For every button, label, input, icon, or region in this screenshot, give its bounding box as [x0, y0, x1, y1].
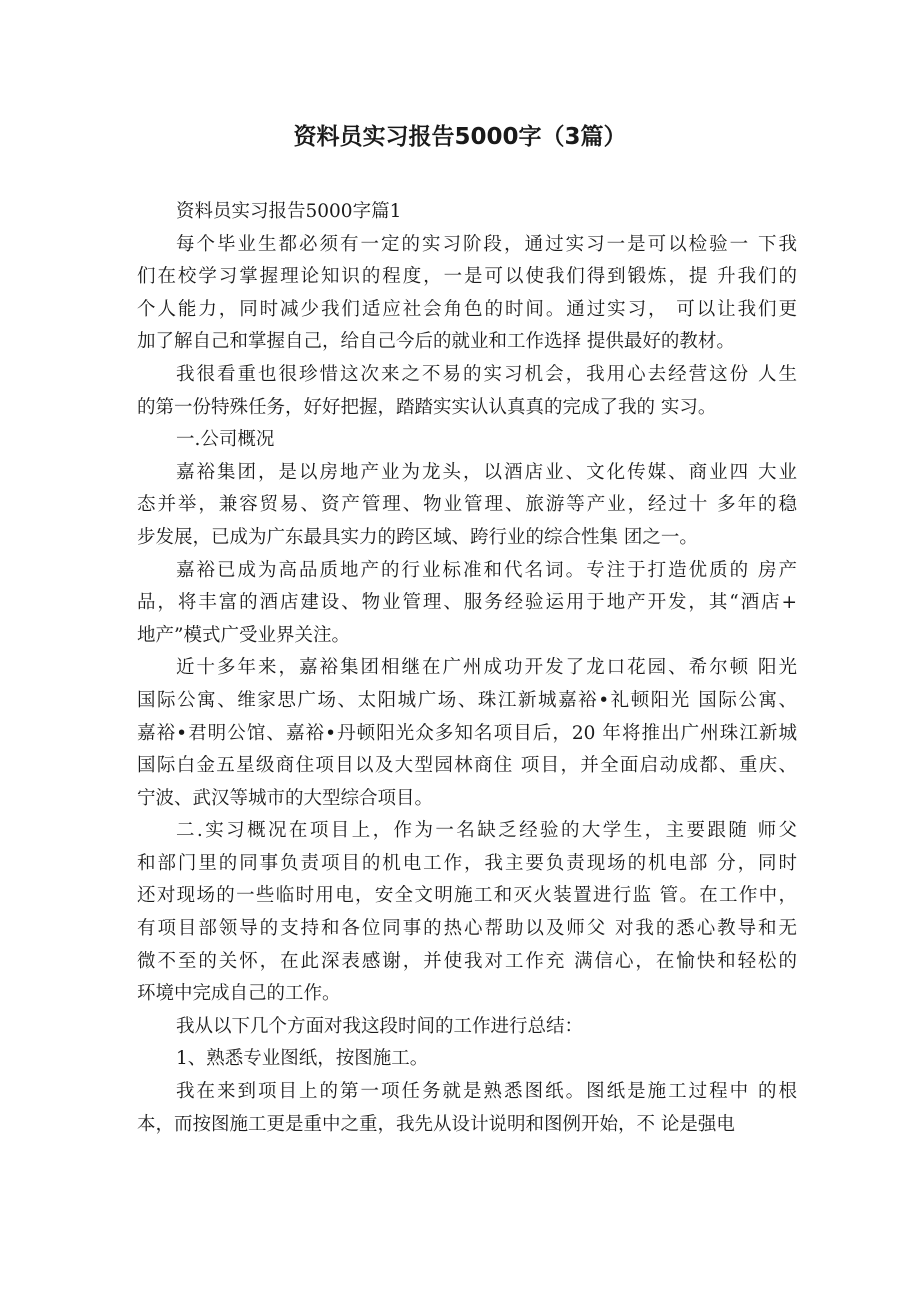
- paragraph: [137, 196, 797, 229]
- paragraph: [137, 229, 797, 359]
- text-line: 国际白金五星级商住项目以及大型园林商住 项目，并全面启动成都、重庆、: [137, 755, 797, 777]
- text-line: 有项目部领导的支持和各位同事的热心帮助以及师父 对我的悉心教导和无: [137, 918, 797, 940]
- text-line: 态并举，兼容贸易、资产管理、物业管理、旅游等产业，经过十 多年的稳: [137, 494, 797, 516]
- paragraph: [137, 652, 797, 815]
- paragraph: [137, 815, 797, 1011]
- text-line: 嘉裕•君明公馆、嘉裕•丹顿阳光众多知名项目后，20 年将推出广州珠江新城: [137, 722, 797, 744]
- document-body: [137, 196, 797, 1141]
- paragraph: [137, 457, 797, 555]
- text-line: 资料员实习报告5000字篇1: [176, 201, 402, 222]
- text-line: 嘉裕集团，是以房地产业为龙头，以酒店业、文化传媒、商业四 大业: [176, 461, 797, 483]
- paragraph: [137, 1043, 797, 1076]
- text-line: 微不至的关怀，在此深表感谢，并使我对工作充 满信心，在愉快和轻松的: [137, 950, 797, 972]
- paragraph: [137, 359, 797, 424]
- text-line: 步发展，已成为广东最具实力的跨区域、跨行业的综合性集 团之一。: [137, 526, 698, 548]
- text-line: 的第一份特殊任务，好好把握，踏踏实实认认真真的完成了我的 实习。: [137, 396, 717, 418]
- text-line: 嘉裕已成为高品质地产的行业标准和代名词。专注于打造优质的 房产: [176, 559, 797, 581]
- text-line: 环境中完成自己的工作。: [137, 983, 341, 1005]
- text-line: 近十多年来，嘉裕集团相继在广州成功开发了龙口花园、希尔顿 阳光: [176, 657, 797, 679]
- paragraph: [137, 1011, 797, 1044]
- text-line: 一.公司概况: [176, 429, 275, 451]
- text-line: 我很看重也很珍惜这次来之不易的实习机会，我用心去经营这份 人生: [176, 363, 797, 385]
- text-line: 二.实习概况在项目上，作为一名缺乏经验的大学生，主要跟随 师父: [176, 820, 797, 842]
- text-line: 本，而按图施工更是重中之重，我先从设计说明和图例开始，不 论是强电: [137, 1113, 735, 1135]
- text-line: 我从以下几个方面对我这段时间的工作进行总结：: [176, 1015, 584, 1037]
- paragraph: [137, 1076, 797, 1141]
- text-line: 我在来到项目上的第一项任务就是熟悉图纸。图纸是施工过程中 的根: [176, 1081, 797, 1103]
- text-line: 1、熟悉专业图纸，按图施工。: [176, 1048, 429, 1070]
- text-line: 加了解自己和掌握自己，给自己今后的就业和工作选择 提供最好的教材。: [137, 331, 735, 353]
- paragraph: [137, 555, 797, 653]
- text-line: 宁波、武汉等城市的大型综合项目。: [137, 787, 434, 809]
- text-line: 国际公寓、维家思广场、太阳城广场、珠江新城嘉裕•礼顿阳光 国际公寓、: [137, 689, 797, 711]
- text-line: 们在校学习掌握理论知识的程度，一是可以使我们得到锻炼，提 升我们的: [137, 266, 797, 288]
- text-line: 每个毕业生都必须有一定的实习阶段，通过实习一是可以检验一 下我: [176, 233, 797, 255]
- text-line: 地产”模式广受业界关注。: [137, 624, 350, 646]
- text-line: 还对现场的一些临时用电，安全文明施工和灭火装置进行监 管。在工作中，: [137, 885, 797, 907]
- document-title: 资料员实习报告5000字（3篇）: [293, 124, 627, 150]
- text-line: 品，将丰富的酒店建设、物业管理、服务经验运用于地产开发，其“酒店+: [137, 592, 797, 614]
- text-line: 个人能力，同时减少我们适应社会角色的时间。通过实习， 可以让我们更: [137, 298, 797, 320]
- paragraph: [137, 424, 797, 457]
- text-line: 和部门里的同事负责项目的机电工作，我主要负责现场的机电部 分，同时: [137, 852, 797, 874]
